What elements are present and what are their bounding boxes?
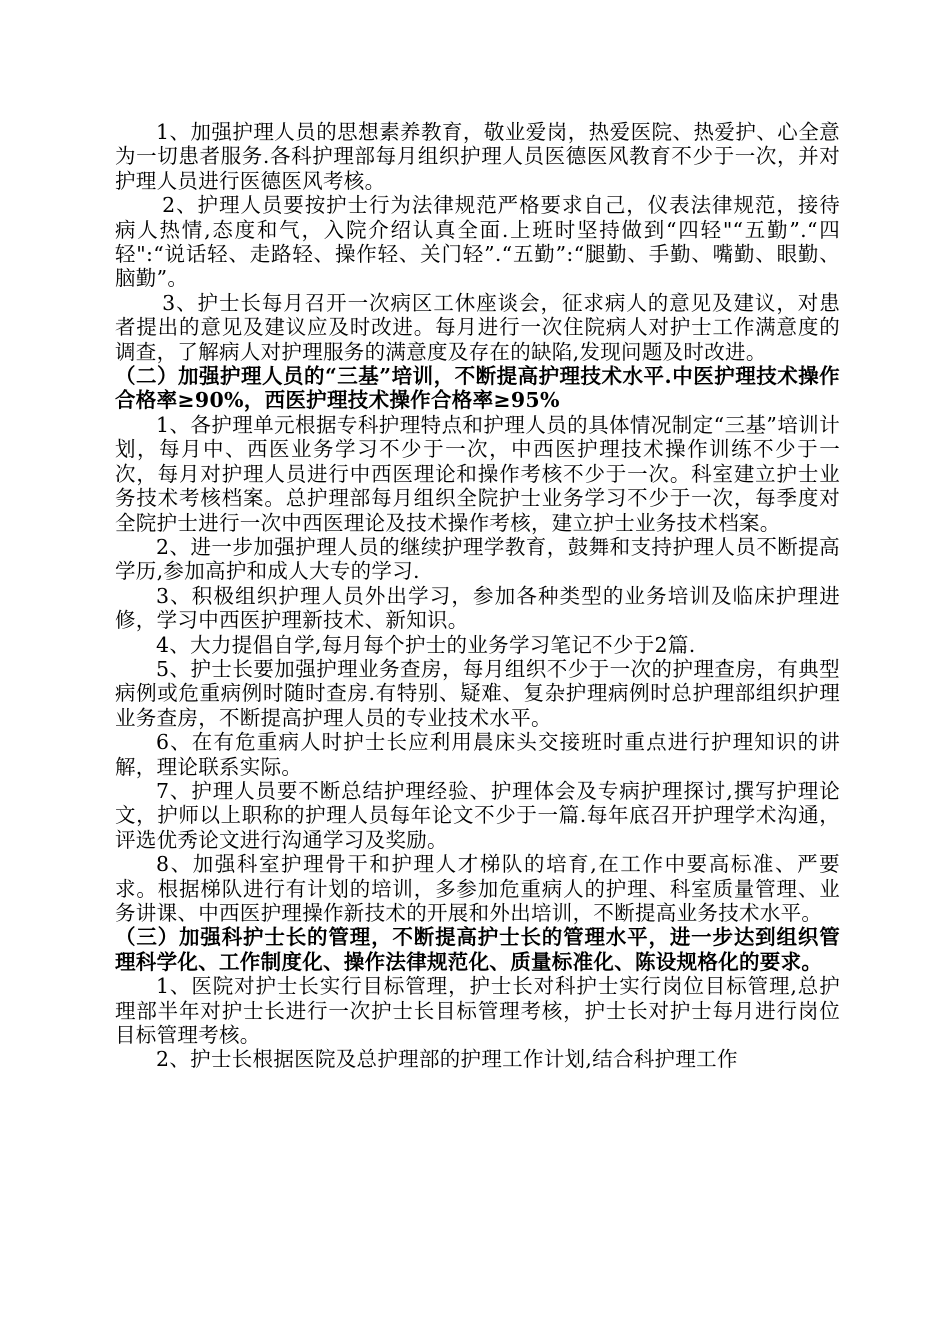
paragraph-6: 3、积极组织护理人员外出学习，参加各种类型的业务培训及临床护理进修，学习中西医护理新技术、新知识。 — [115, 583, 840, 633]
paragraph-5: 2、进一步加强护理人员的继续护理学教育，鼓舞和支持护理人员不断提高学历,参加高护和成人大专的学习. — [115, 534, 840, 584]
paragraph-9: 6、在有危重病人时护士长应利用晨床头交接班时重点进行护理知识的讲解，理论联系实际。 — [115, 730, 840, 779]
paragraph-13: 2、护士长根据医院及总护理部的护理工作计划,结合科护理工作 — [156, 1047, 738, 1072]
paragraph-11: 8、加强科室护理骨干和护理人才梯队的培育,在工作中要高标准、严要求。根据梯队进行有计划的培训，多参加危重病人的护理、科室质量管理、业务讲课、中西医护理操作新技术的开展和外出培训，不断提高业务技术水平。 — [115, 852, 840, 925]
paragraph-1: 1、加强护理人员的思想素养教育，敬业爱岗，热爱医院、热爱护、心全意为一切患者服务.各科护理部每月组织护理人员医德医风教育不少于一次，并对护理人员进行医德医风考核。 — [115, 120, 840, 193]
section-heading-2: （二）加强护理人员的“三基”培训，不断提高护理技术水平.中医护理技术操作合格率≥90%，西医护理技术操作合格率≥95% — [115, 364, 840, 413]
paragraph-7: 4、大力提倡自学,每月每个护士的业务学习笔记不少于2篇. — [156, 632, 696, 657]
paragraph-12: 1、医院对护士长实行目标管理，护士长对科护士实行岗位目标管理,总护理部半年对护士长进行一次护士长目标管理考核，护士长对护士每月进行岗位目标管理考核。 — [115, 974, 840, 1048]
paragraph-2: 2、护理人员要按护士行为法律规范严格要求自己，仪表法律规范，接待病人热情,态度和气，入院介绍认真全面.上班时坚持做到“四轻"“五勤”.“四轻":“说话轻、走路轻、操作轻、关门轻”.“五勤”:“腿勤、手勤、嘴勤、眼勤、脑勤”。 — [115, 193, 840, 291]
paragraph-4: 1、各护理单元根据专科护理特点和护理人员的具体情况制定“三基”培训计划，每月中、西医业务学习不少于一次，中西医护理技术操作训练不少于一次，每月对护理人员进行中西医理论和操作考核不少于一次。科室建立护士业务技术考核档案。总护理部每月组织全院护士业务学习不少于一次，每季度对全院护士进行一次中西医理论及技术操作考核，建立护士业务技术档案。 — [115, 412, 840, 535]
paragraph-3: 3、护士长每月召开一次病区工休座谈会，征求病人的意见及建议，对患者提出的意见及建议应及时改进。每月进行一次住院病人对护士工作满意度的调查，了解病人对护理服务的满意度及存在的缺陷,发现问题及时改进。 — [115, 290, 840, 364]
paragraph-8: 5、护士长要加强护理业务查房，每月组织不少于一次的护理查房，有典型病例或危重病例时随时查房.有特别、疑难、复杂护理病例时总护理部组织护理业务查房，不断提高护理人员的专业技术水平。 — [115, 656, 840, 730]
section-heading-3: （三）加强科护士长的管理，不断提高护士长的管理水平，进一步达到组织管理科学化、工作制度化、操作法律规范化、质量标准化、陈设规格化的要求。 — [115, 925, 840, 974]
paragraph-10: 7、护理人员要不断总结护理经验、护理体会及专病护理探讨,撰写护理论文，护师以上职称的护理人员每年论文不少于一篇.每年底召开护理学术沟通，评选优秀论文进行沟通学习及奖励。 — [115, 778, 840, 852]
document-page — [115, 120, 840, 1072]
